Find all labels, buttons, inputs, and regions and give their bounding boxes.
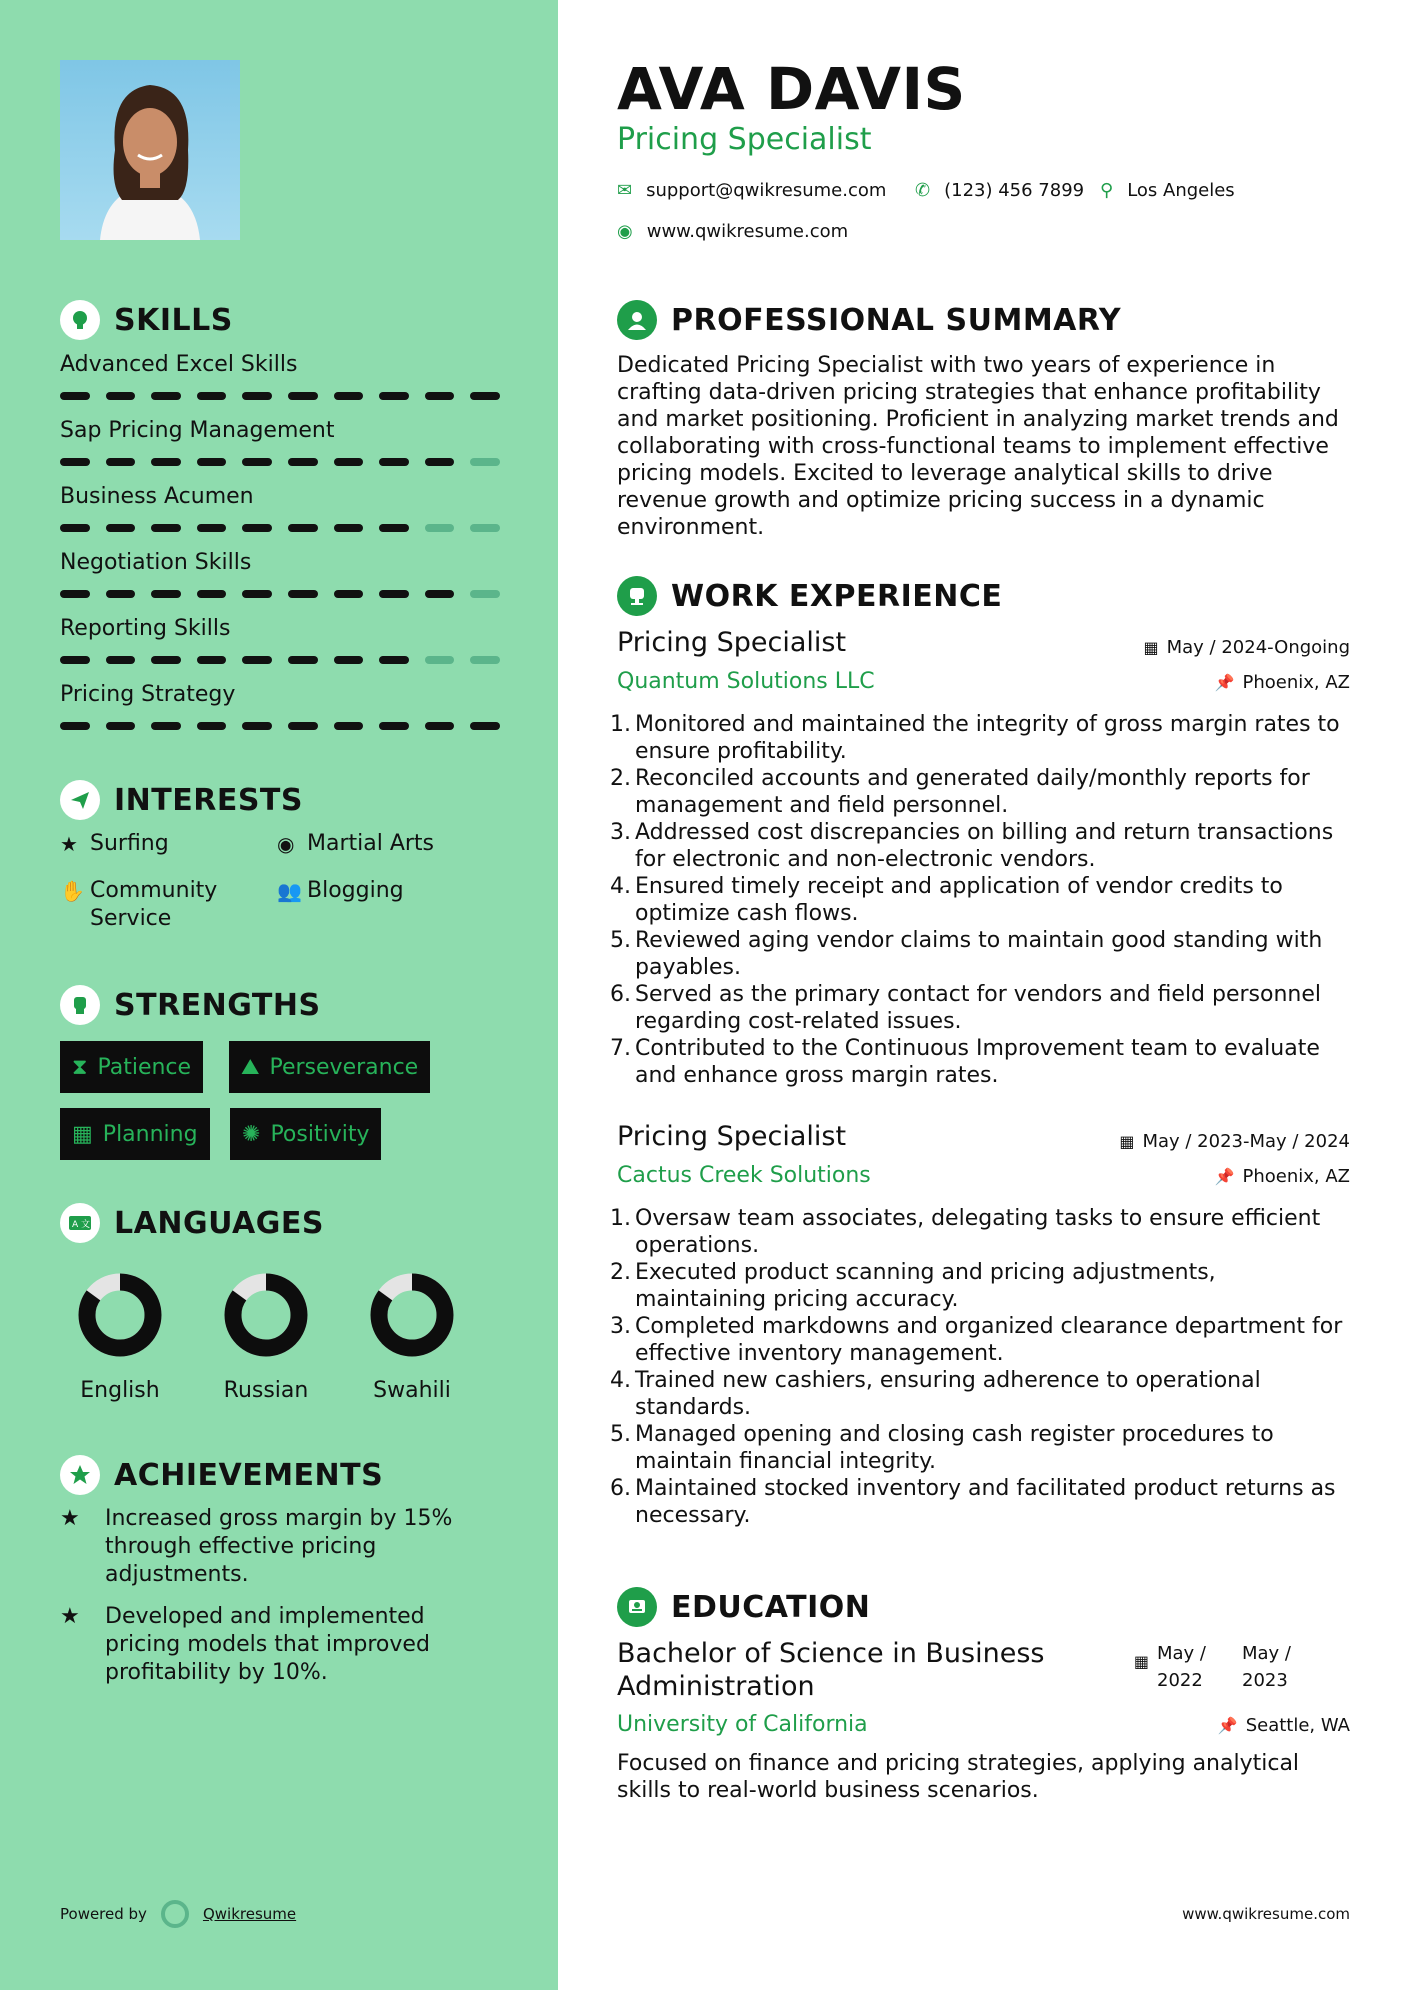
bullet-number: 5. [610, 1422, 631, 1447]
road-icon: ⛰ [241, 1054, 260, 1080]
language-item [352, 1270, 472, 1403]
phone-text: (123) 456 7899 [944, 180, 1085, 201]
skill-name: Sap Pricing Management [60, 418, 335, 443]
bullet-item [610, 1367, 1350, 1421]
profile-photo [60, 60, 240, 240]
skill-level-dash [334, 656, 364, 664]
job-title: Pricing Specialist [617, 1121, 847, 1152]
achievement-item [60, 1505, 480, 1589]
skill-level-dash [197, 722, 227, 730]
bullet-text: Contributed to the Continuous Improvement team to evaluate and enhance gross margin rates. [635, 1036, 1320, 1088]
job-company: Cactus Creek Solutions [617, 1163, 871, 1188]
hourglass-icon: ⧗ [72, 1054, 88, 1080]
skill-level-dash [379, 722, 409, 730]
interest-label: Community Service [90, 878, 218, 931]
achievements-heading [60, 1455, 383, 1495]
skill-level-dash [425, 524, 455, 532]
strength-label: Perseverance [269, 1054, 419, 1080]
skill-item [60, 616, 500, 664]
skill-level-dash [60, 392, 90, 400]
skill-level-dash [151, 590, 181, 598]
bullet-item [610, 1205, 1350, 1259]
school-name: University of California [617, 1712, 868, 1737]
skill-level-dash [379, 656, 409, 664]
skill-level-dash [106, 458, 136, 466]
edu-end-text: May / 2023 [1242, 1643, 1291, 1691]
skill-item [60, 550, 500, 598]
education-heading [617, 1587, 870, 1627]
pushpin-icon: 📌 [1214, 673, 1235, 692]
job-location-text: Phoenix, AZ [1242, 672, 1350, 693]
skills-heading [60, 300, 233, 340]
map-pin-icon: ⚲ [1100, 180, 1114, 201]
interest-label: Surfing [90, 831, 169, 856]
job-dates [1119, 1131, 1350, 1152]
skill-level-dash [106, 524, 136, 532]
sun-icon: ✺ [242, 1121, 261, 1147]
bullet-text: Completed markdowns and organized clearance department for effective inventory management. [635, 1314, 1343, 1366]
contact-email[interactable] [617, 180, 886, 201]
skill-level-dash [151, 524, 181, 532]
paper-plane-icon [60, 780, 100, 820]
job-company: Quantum Solutions LLC [617, 669, 875, 694]
bullet-number: 5. [610, 928, 631, 953]
edu-location-text: Seattle, WA [1245, 1715, 1350, 1736]
skill-item [60, 352, 500, 400]
skill-level-dash [470, 590, 500, 598]
skill-level-dash [425, 656, 455, 664]
degree-title: Bachelor of Science in Business Administration [617, 1638, 1045, 1702]
job-title: Pricing Specialist [617, 627, 847, 658]
skill-level-dash [470, 458, 500, 466]
candidate-role: Pricing Specialist [617, 122, 872, 157]
shooting-star-icon: ★ [60, 1506, 80, 1531]
language-proficiency-ring [75, 1270, 165, 1360]
language-name: English [80, 1378, 160, 1403]
bullet-text: Reconciled accounts and generated daily/monthly reports for management and field personnel. [635, 766, 1310, 818]
skill-level-dash [60, 524, 90, 532]
strength-label: Patience [97, 1054, 192, 1080]
qwikresume-link[interactable]: Qwikresume [202, 1905, 297, 1923]
bullet-number: 1. [610, 712, 631, 737]
language-item [206, 1270, 326, 1403]
bullet-text: Monitored and maintained the integrity of gross margin rates to ensure profitability. [635, 712, 1340, 764]
summary-text: Dedicated Pricing Specialist with two years of experience in crafting data-driven pricing strategies that enhance profitability and market positioning. Proficient in analyzing market trends and collaborating with cross-functional teams to implement effective pricing models. Excited to leverage analytical skills to drive revenue growth and optimize pricing success in a dynamic environment. [617, 353, 1339, 540]
skill-item [60, 418, 500, 466]
experience-title: WORK EXPERIENCE [671, 578, 1003, 614]
skill-level-dash [425, 590, 455, 598]
skill-name: Pricing Strategy [60, 682, 236, 707]
envelope-icon: ✉ [617, 180, 633, 201]
skill-level-dash [379, 524, 409, 532]
bullet-item [610, 1259, 1350, 1313]
skill-level-dash [425, 722, 455, 730]
skill-level-dash [106, 392, 136, 400]
sidebar [0, 0, 558, 1990]
skill-level-dash [197, 524, 227, 532]
job-location [1215, 672, 1350, 693]
skill-item [60, 682, 500, 730]
interests-heading [60, 780, 303, 820]
shooting-star-icon: ★ [60, 1604, 80, 1629]
skill-level-dash [242, 458, 272, 466]
skill-level-dash [151, 722, 181, 730]
skill-level-dash [106, 590, 136, 598]
pushpin-icon: 📌 [1217, 1716, 1238, 1735]
skill-level-dash [470, 722, 500, 730]
job-dates-text: May / 2023-May / 2024 [1142, 1131, 1350, 1152]
award-star-icon [60, 1455, 100, 1495]
skill-level-dash [334, 458, 364, 466]
bullet-number: 4. [610, 1368, 631, 1393]
lightbulb-icon [60, 300, 100, 340]
fist-icon [60, 985, 100, 1025]
skill-level-dash [334, 524, 364, 532]
skill-level-dash [197, 590, 227, 598]
bullet-text: Trained new cashiers, ensuring adherence to operational standards. [635, 1368, 1261, 1420]
bullet-item [610, 1313, 1350, 1367]
strengths-title: STRENGTHS [114, 987, 321, 1023]
hand-icon: ✋ [60, 879, 85, 903]
education-description: Focused on finance and pricing strategies, applying analytical skills to real-world business scenarios. [617, 1751, 1300, 1803]
calendar-icon: ▦ [1133, 1652, 1149, 1671]
strength-chip [230, 1108, 381, 1160]
language-proficiency-ring [221, 1270, 311, 1360]
powered-by [60, 1900, 296, 1928]
qwikresume-logo-icon [161, 1900, 189, 1928]
strength-chip [60, 1041, 203, 1093]
skill-level-dash [379, 458, 409, 466]
contact-location [1100, 180, 1235, 201]
briefcase-icon [617, 576, 657, 616]
job-location [1215, 1166, 1350, 1187]
languages-heading [60, 1203, 324, 1243]
globe-icon: ◉ [617, 221, 633, 242]
bullet-text: Served as the primary contact for vendors and field personnel regarding cost-related issues. [635, 982, 1322, 1034]
skill-name: Reporting Skills [60, 616, 231, 641]
job-location-text: Phoenix, AZ [1242, 1166, 1350, 1187]
bullet-number: 7. [610, 1036, 631, 1061]
language-name: Swahili [373, 1378, 451, 1403]
powered-by-label: Powered by [60, 1905, 147, 1923]
bullet-text: Oversaw team associates, delegating tasks to ensure efficient operations. [635, 1206, 1321, 1258]
contact-phone[interactable] [915, 180, 1084, 201]
skill-level-dash [288, 722, 318, 730]
bullet-number: 4. [610, 874, 631, 899]
skill-level-dash [334, 590, 364, 598]
skill-level-dash [288, 392, 318, 400]
skill-level-dash [242, 722, 272, 730]
language-name: Russian [223, 1378, 309, 1403]
interest-label: Blogging [307, 878, 404, 903]
skill-level-dash [334, 722, 364, 730]
job-bullets [610, 711, 1350, 1089]
skill-level-bar [60, 524, 500, 532]
skill-level-dash [60, 722, 90, 730]
skill-level-bar [60, 590, 500, 598]
calendar-icon: ▦ [1143, 638, 1159, 657]
edu-start-date [1134, 1640, 1217, 1694]
language-proficiency-ring [367, 1270, 457, 1360]
email-text: support@qwikresume.com [646, 180, 887, 201]
interest-item [60, 830, 169, 858]
skill-level-dash [288, 590, 318, 598]
skill-level-dash [151, 458, 181, 466]
skill-level-dash [60, 656, 90, 664]
skill-level-dash [288, 656, 318, 664]
bullet-item [610, 1035, 1350, 1089]
skill-level-dash [197, 392, 227, 400]
bullet-item [610, 1421, 1350, 1475]
skill-level-dash [151, 392, 181, 400]
bullet-item [610, 981, 1350, 1035]
skill-level-dash [334, 392, 364, 400]
skill-level-dash [379, 590, 409, 598]
svg-text:文: 文 [81, 1220, 91, 1230]
skill-level-dash [60, 458, 90, 466]
bullet-number: 3. [610, 1314, 631, 1339]
interest-item [277, 830, 434, 858]
skill-level-dash [288, 524, 318, 532]
skill-level-dash [197, 458, 227, 466]
bullet-item [610, 711, 1350, 765]
job-dates-text: May / 2024-Ongoing [1166, 637, 1350, 658]
bullet-item [610, 873, 1350, 927]
skill-level-dash [106, 722, 136, 730]
bullet-text: Executed product scanning and pricing adjustments, maintaining pricing accuracy. [635, 1260, 1216, 1312]
bullet-item [610, 927, 1350, 981]
strength-chip [229, 1041, 430, 1093]
summary-title: PROFESSIONAL SUMMARY [671, 302, 1122, 338]
strengths-heading [60, 985, 321, 1025]
language-icon [60, 1203, 100, 1243]
summary-heading [617, 300, 1121, 340]
bullet-item [610, 819, 1350, 873]
skill-level-dash [470, 392, 500, 400]
interest-item [60, 877, 260, 933]
skill-level-bar [60, 458, 500, 466]
location-text: Los Angeles [1127, 180, 1235, 201]
bullet-number: 1. [610, 1206, 631, 1231]
users-icon: 👥 [277, 879, 302, 903]
skill-level-dash [242, 590, 272, 598]
skill-name: Advanced Excel Skills [60, 352, 298, 377]
edu-start-text: May / 2022 [1157, 1643, 1206, 1691]
skill-name: Negotiation Skills [60, 550, 252, 575]
bullet-text: Ensured timely receipt and application of vendor credits to optimize cash flows. [635, 874, 1283, 926]
bullet-number: 2. [610, 1260, 631, 1285]
interests-title: INTERESTS [114, 782, 303, 818]
skill-level-dash [470, 656, 500, 664]
skill-level-dash [242, 524, 272, 532]
user-icon [617, 300, 657, 340]
svg-text:A: A [72, 1220, 79, 1230]
language-item [60, 1270, 180, 1403]
languages-title: LANGUAGES [114, 1205, 324, 1241]
skill-level-bar [60, 722, 500, 730]
bullet-text: Reviewed aging vendor claims to maintain good standing with payables. [635, 928, 1323, 980]
skill-level-dash [379, 392, 409, 400]
strength-label: Planning [102, 1121, 198, 1147]
skill-level-dash [60, 590, 90, 598]
star-icon: ★ [60, 832, 78, 856]
bullet-item [610, 1475, 1350, 1529]
bullet-number: 2. [610, 766, 631, 791]
edu-location [1218, 1715, 1350, 1736]
bullet-text: Managed opening and closing cash register procedures to maintain financial integrity. [635, 1422, 1274, 1474]
job-dates [1144, 637, 1351, 658]
bullet-number: 3. [610, 820, 631, 845]
achievement-text: Increased gross margin by 15% through effective pricing adjustments. [105, 1506, 453, 1587]
interest-item [277, 877, 404, 905]
globe-icon: ◉ [277, 832, 295, 856]
bullet-number: 6. [610, 982, 631, 1007]
candidate-name: AVA DAVIS [617, 55, 966, 123]
skill-level-dash [470, 524, 500, 532]
skill-level-bar [60, 392, 500, 400]
experience-heading [617, 576, 1002, 616]
bullet-number: 6. [610, 1476, 631, 1501]
skill-level-bar [60, 656, 500, 664]
skill-level-dash [242, 656, 272, 664]
job-bullets [610, 1205, 1350, 1529]
phone-icon: ✆ [915, 180, 931, 201]
skill-level-dash [106, 656, 136, 664]
achievement-item [60, 1603, 480, 1687]
skill-level-dash [242, 392, 272, 400]
graduation-icon [617, 1587, 657, 1627]
contact-website[interactable] [617, 221, 848, 242]
skill-level-dash [151, 656, 181, 664]
skill-level-dash [425, 458, 455, 466]
edu-end-date [1242, 1640, 1302, 1694]
interest-label: Martial Arts [307, 831, 435, 856]
bullet-item [610, 765, 1350, 819]
bullet-text: Addressed cost discrepancies on billing and return transactions for electronic and non-electronic vendors. [635, 820, 1334, 872]
education-title: EDUCATION [671, 1589, 871, 1625]
pushpin-icon: 📌 [1214, 1167, 1235, 1186]
skills-title: SKILLS [114, 302, 233, 338]
skill-item [60, 484, 500, 532]
footer-url[interactable]: www.qwikresume.com [1182, 1905, 1350, 1923]
bullet-text: Maintained stocked inventory and facilitated product returns as necessary. [635, 1476, 1336, 1528]
strength-chip [60, 1108, 210, 1160]
strength-label: Positivity [270, 1121, 370, 1147]
calendar-icon: ▦ [1119, 1132, 1135, 1151]
skill-name: Business Acumen [60, 484, 254, 509]
calendar-icon: ▦ [72, 1121, 93, 1147]
achievements-title: ACHIEVEMENTS [114, 1457, 384, 1493]
skill-level-dash [197, 656, 227, 664]
skill-level-dash [288, 458, 318, 466]
achievement-text: Developed and implemented pricing models that improved profitability by 10%. [105, 1604, 430, 1685]
skill-level-dash [425, 392, 455, 400]
website-text: www.qwikresume.com [646, 221, 849, 242]
